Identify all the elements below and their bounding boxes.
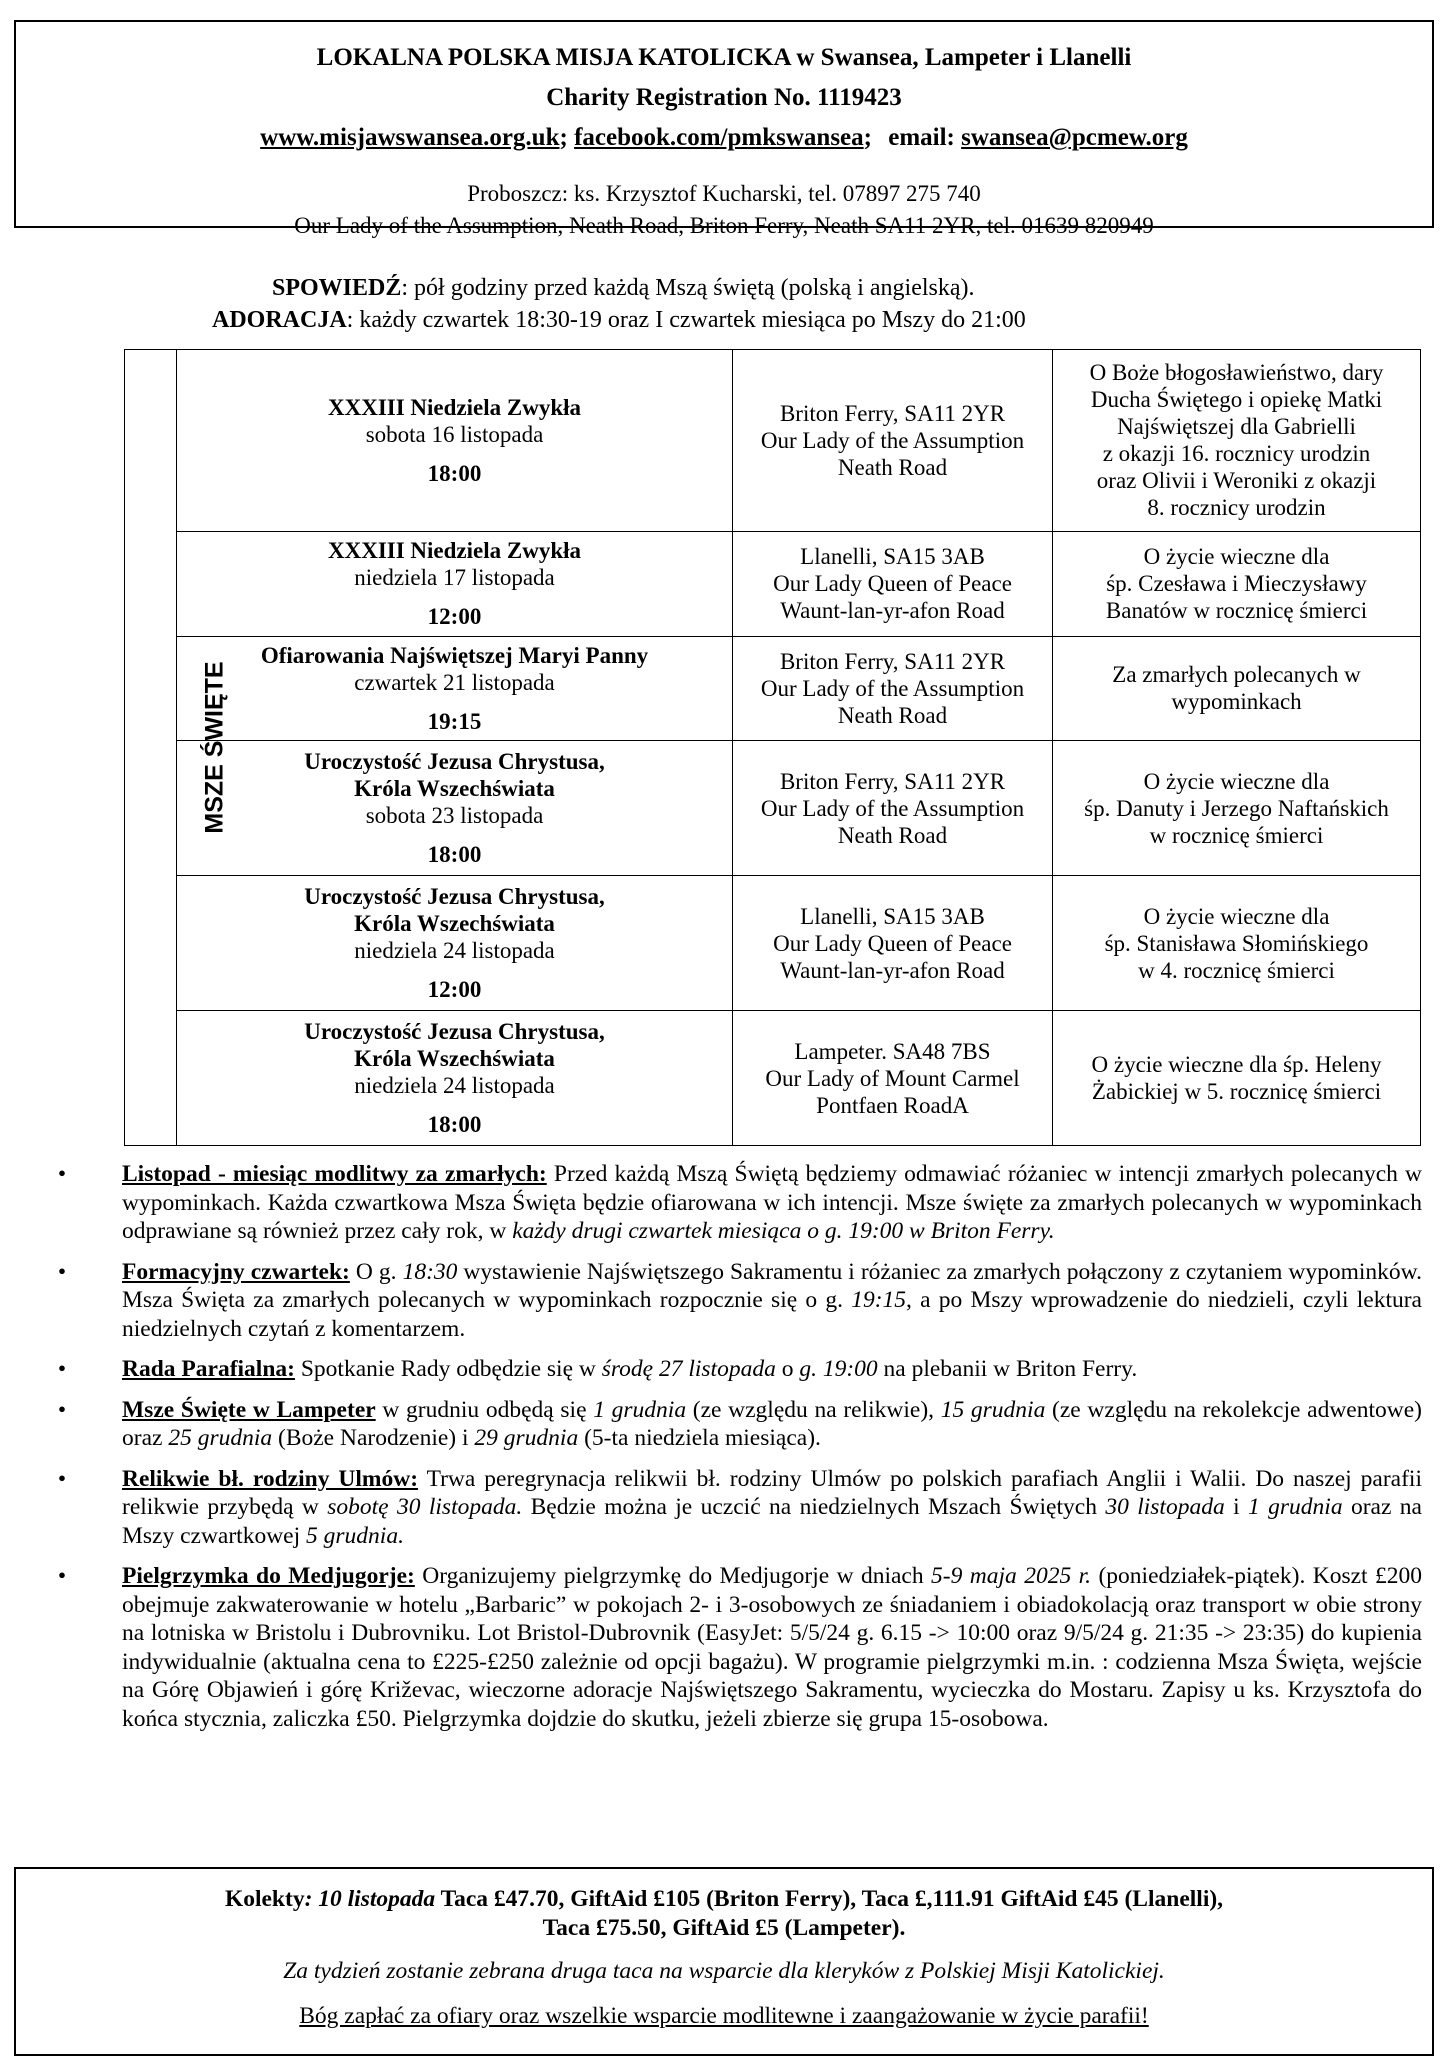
mass-intention-line: Banatów w rocznicę śmierci [1105,598,1368,624]
mass-place-line: Neath Road [837,454,948,480]
mass-intention-line: O życie wieczne dla [1143,903,1330,929]
mass-date: niedziela 17 listopada [354,565,555,591]
notice-item [52,1160,1422,1246]
footer-box [14,1867,1434,2056]
mass-event-cell [177,531,733,636]
mass-place-line: Briton Ferry, SA11 2YR [779,768,1006,794]
notice-text: 30 listopada [1105,1494,1225,1520]
notice-text: 15 grudnia [940,1396,1046,1423]
mass-row [125,741,1421,876]
mass-place-line: Neath Road [837,702,948,728]
mass-name: Króla Wszechświata [354,776,555,802]
mass-time: 12:00 [427,977,482,1003]
notice-text: 19:15 [851,1287,907,1313]
confession-text: : pół godziny przed każdą Mszą świętą (polską i angielską). [401,275,975,301]
notice-text: , a po Mszy wprowadzenie do niedzieli, czyli lektura niedzielnych czytań z komentarzem. [122,1287,1422,1342]
priest-info: Proboszcz: ks. Krzysztof Kucharski, tel. 07897 275 740 [467,181,981,206]
mass-intention-line: O Boże błogosławieństwo, dary [1089,360,1384,386]
mass-place-line: Llanelli, SA15 3AB [800,544,985,570]
mass-intention-cell [1053,741,1421,876]
mass-time: 12:00 [427,604,482,630]
mass-place-line: Waunt-lan-yr-afon Road [780,598,1005,624]
bullet-icon: • [57,1258,67,1285]
mass-intention-line: wypominkach [1171,689,1302,715]
notice-text: (ze względu na rekolekcje adwentowe) oraz [122,1396,1422,1451]
notice-title: Listopad - miesiąc modlitwy za zmarłych: [122,1161,547,1187]
mass-place-cell [733,350,1053,532]
collection-label: Kolekty [224,1886,305,1912]
notice-text: 18:30 [402,1258,458,1285]
notice-text: g. 19:00 [799,1356,878,1382]
charity-registration: Charity Registration No. 1119423 [546,84,902,111]
notice-item [52,1355,1422,1384]
mass-place-cell [733,1011,1053,1146]
thanks-line: Bóg zapłać za ofiary oraz wszelkie wsparcie modlitewne i zaangażowanie w życie parafii! [299,2003,1149,2029]
mass-intention-line: O życie wieczne dla [1143,544,1330,570]
mass-place-line: Neath Road [837,822,948,848]
notice-title: Pielgrzymka do Medjugorje: [122,1563,415,1589]
mass-intention-line: w rocznicę śmierci [1149,822,1324,848]
mass-intention-line: śp. Stanisława Słomińskiego [1104,930,1369,956]
notice-text: O g. [349,1258,403,1285]
mass-place-cell [733,741,1053,876]
notice-text: wystawienie Najświętszego Sakramentu i różaniec za zmarłych połączony z czytaniem wypominków. Msza Święta za zmarłych polecanych w wypominkach rozpocznie się o g. [122,1258,1422,1313]
mass-intention-cell [1053,876,1421,1011]
mass-event-cell [177,1011,733,1146]
mass-place-line: Waunt-lan-yr-afon Road [780,957,1005,983]
mass-name: XXXIII Niedziela Zwykła [327,538,581,564]
mass-name: Króla Wszechświata [354,1046,555,1072]
collections-line [16,1885,1432,1943]
mass-date: sobota 23 listopada [365,803,544,829]
notice-text: (poniedziałek-piątek). Koszt £200 obejmuje zakwaterowanie w hotelu „Barbaric” w pokojach 2- i 3-osobowych ze śniadaniem i obiadokolacją oraz transport w obie strony na lotniska w Bristolu i Dubrovniku. Lot Bristol-Dubrovnik (EasyJet: 5/5/24 g. 6.15 -> 10:00 oraz 9/5/24 g. 21:35 -> 23:35) do kupienia indywidualnie (aktualna cena to £225-£250 zależnie od opcji bagażu). W programie pielgrzymki m.in. : codzienna Msza Święta, wejście na Górę Objawień i górę Križevac, wieczorne adoracje Najświętszego Sakramentu, wycieczka do Mostaru. Zapisy u ks. Krzysztofa do końca stycznia, zaliczka £50. Pielgrzymka dojdzie do skutku, jeżeli zbierze się grupa 15-osobowa. [122,1563,1422,1732]
notice-text: Trwa peregrynacja relikwii bł. rodziny Ulmów po polskich parafiach Anglii i Walii. Do naszej parafii relikwie przybędą w [122,1465,1422,1520]
notice-text: (Boże Narodzenie) i [272,1425,475,1451]
collection-line2: Taca £75.50, GiftAid £5 (Lampeter). [542,1915,906,1941]
notice-title: Rada Parafialna: [122,1356,295,1382]
mass-time: 18:00 [427,1112,482,1138]
adoration-text: : każdy czwartek 18:30-19 oraz I czwartek miesiąca po Mszy do 21:00 [346,307,1026,333]
mass-name: Uroczystość Jezusa Chrystusa, [304,1019,605,1045]
contact-links: www.misjawswansea.org.uk; facebook.com/pmkswansea; email: swansea@pcmew.org [260,124,1188,151]
notice-text: Będzie można je uczcić na niedzielnych Mszach Świętych [522,1494,1106,1520]
mass-date: sobota 16 listopada [365,421,544,447]
header-box [14,20,1434,238]
second-collection-note: Za tydzień zostanie zebrana druga taca na wsparcie dla kleryków z Polskiej Misji Katolickiej. [283,1958,1165,1984]
mass-event-cell [177,636,733,741]
notice-text: (ze względu na relikwie), [686,1396,941,1423]
mass-intention-line: Za zmarłych polecanych w [1112,662,1361,688]
notice-text: (5-ta niedziela miesiąca). [578,1425,821,1451]
mass-date: niedziela 24 listopada [354,1073,555,1099]
notice-text: oraz na Mszy czwartkowej [122,1494,1422,1549]
website-link[interactable]: www.misjawswansea.org.uk [260,124,560,151]
mass-date: niedziela 24 listopada [354,938,555,964]
mass-place-line: Briton Ferry, SA11 2YR [779,400,1006,426]
church-info: Our Lady of the Assumption, Neath Road, Briton Ferry, Neath SA11 2YR, tel. 01639 820949 [294,213,1154,238]
collection-date: : 10 listopada [304,1886,436,1912]
mass-intention-line: 8. rocznicy urodzin [1147,495,1326,521]
adoration-line [212,304,1026,336]
notice-text: 5-9 maja 2025 r. [931,1563,1092,1589]
mass-name: XXXIII Niedziela Zwykła [327,394,581,420]
bullet-icon: • [57,1356,67,1382]
notice-title: Formacyjny czwartek: [122,1258,350,1285]
email-label: email: [888,124,955,151]
mass-place-line: Our Lady of the Assumption [760,795,1025,821]
notice-text: Spotkanie Rady odbędzie się w [294,1356,602,1382]
notice-text: na plebanii w Briton Ferry. [877,1356,1138,1382]
mass-name: Króla Wszechświata [354,911,555,937]
notice-title: Relikwie bł. rodziny Ulmów: [122,1465,419,1492]
mass-place-cell [733,876,1053,1011]
notice-text: 5 grudnia. [306,1522,404,1549]
confession-line [272,272,975,304]
mass-intention-cell [1053,350,1421,532]
mass-name: Uroczystość Jezusa Chrystusa, [304,749,605,775]
mass-event-cell [177,741,733,876]
mass-intention-line: oraz Olivii i Weroniki z okazji [1096,468,1377,494]
notice-item [52,1258,1422,1344]
notice-item [52,1562,1422,1733]
notice-text: sobotę 30 listopada. [327,1494,523,1520]
notice-text: 29 grudnia [474,1425,579,1451]
side-label-cell [125,350,229,1146]
notice-title: Msze Święte w Lampeter [122,1396,376,1423]
mass-place-line: Our Lady of the Assumption [760,675,1025,701]
adoration-label: ADORACJA [212,307,347,333]
collection-line1: Taca £47.70, GiftAid £105 (Briton Ferry), Taca £,111.91 GiftAid £45 (Llanelli), [435,1886,1224,1912]
mass-name: Ofiarowania Najświętszej Maryi Panny [260,642,649,668]
mass-intention-cell [1053,1011,1421,1146]
mass-place-cell [733,531,1053,636]
notice-text: o [775,1356,800,1382]
mass-intention-line: Najświętszej dla Gabrielli [1117,414,1356,440]
notice-text: 1 grudnia [593,1396,687,1423]
mass-intention-line: O życie wieczne dla [1143,768,1330,794]
mass-event-cell [177,876,733,1011]
mass-intention-line: w 4. rocznicę śmierci [1138,957,1335,983]
mass-place-line: Our Lady of the Assumption [760,427,1025,453]
mass-intention-cell [1053,531,1421,636]
mass-time: 18:00 [427,460,482,486]
mass-place-line: Llanelli, SA15 3AB [800,903,985,929]
mass-intention-cell [1053,636,1421,741]
mass-intention-line: Żabickiej w 5. rocznicę śmierci [1091,1079,1382,1105]
mass-intention-line: z okazji 16. rocznicy urodzin [1102,441,1371,467]
mass-place-line: Pontfaen RoadA [816,1092,969,1118]
mass-place-line: Our Lady of Mount Carmel [765,1065,1020,1091]
mass-place-line: Briton Ferry, SA11 2YR [779,648,1006,674]
mass-place-line: Our Lady Queen of Peace [773,930,1012,956]
bullet-icon: • [57,1465,67,1492]
notice-text: w grudniu odbędą się [375,1396,594,1423]
bullet-icon: • [57,1563,67,1589]
notice-text: 25 grudnia [168,1425,273,1451]
notices-list [52,1160,1422,1745]
mass-time: 18:00 [427,842,482,868]
facebook-link[interactable]: facebook.com/pmkswansea [574,124,864,151]
mass-row [125,1011,1421,1146]
mass-schedule-table [124,349,1421,1146]
notice-text: Organizujemy pielgrzymkę do Medjugorje w dniach [414,1563,932,1589]
notice-text: środę 27 listopada [601,1356,776,1382]
mass-row [125,350,1421,532]
mission-title: LOKALNA POLSKA MISJA KATOLICKA w Swansea, Lampeter i Llanelli [316,44,1132,71]
bullet-icon: • [57,1396,67,1423]
mass-place-line: Our Lady Queen of Peace [773,571,1012,597]
confession-label: SPOWIEDŹ [272,275,402,301]
mass-row [125,531,1421,636]
notice-text: Przed każdą Mszą Świętą będziemy odmawiać różaniec w intencji zmarłych polecanych w wypominkach. Każda czwartkowa Msza Święta będzie ofiarowana w ich intencji. Msze święte za zmarłych polecanych w wypominkach odprawiane są również przez cały rok, w [122,1161,1422,1244]
notice-item [52,1465,1422,1551]
mass-name: Uroczystość Jezusa Chrystusa, [304,884,605,910]
mass-event-cell [177,350,733,532]
email-link[interactable]: swansea@pcmew.org [961,124,1188,151]
notice-text: 1 grudnia [1248,1494,1343,1520]
notice-text: i [1224,1494,1249,1520]
mass-intention-line: śp. Danuty i Jerzego Naftańskich [1084,795,1389,821]
mass-intention-line: Ducha Świętego i opiekę Matki [1090,387,1383,413]
mass-row [125,876,1421,1011]
mass-date: czwartek 21 listopada [354,669,555,695]
mass-intention-line: śp. Czesława i Mieczysławy [1106,571,1367,597]
side-label: MSZE ŚWIĘTE [200,661,229,834]
mass-time: 19:15 [427,708,482,734]
mass-intention-line: O życie wieczne dla śp. Heleny [1091,1052,1382,1078]
mass-place-cell [733,636,1053,741]
notice-item [52,1396,1422,1453]
bullet-icon: • [57,1161,67,1187]
notice-text: każdy drugi czwartek miesiąca o g. 19:00 w Briton Ferry. [512,1218,1055,1244]
mass-row [125,636,1421,741]
mass-place-line: Lampeter. SA48 7BS [794,1038,991,1064]
